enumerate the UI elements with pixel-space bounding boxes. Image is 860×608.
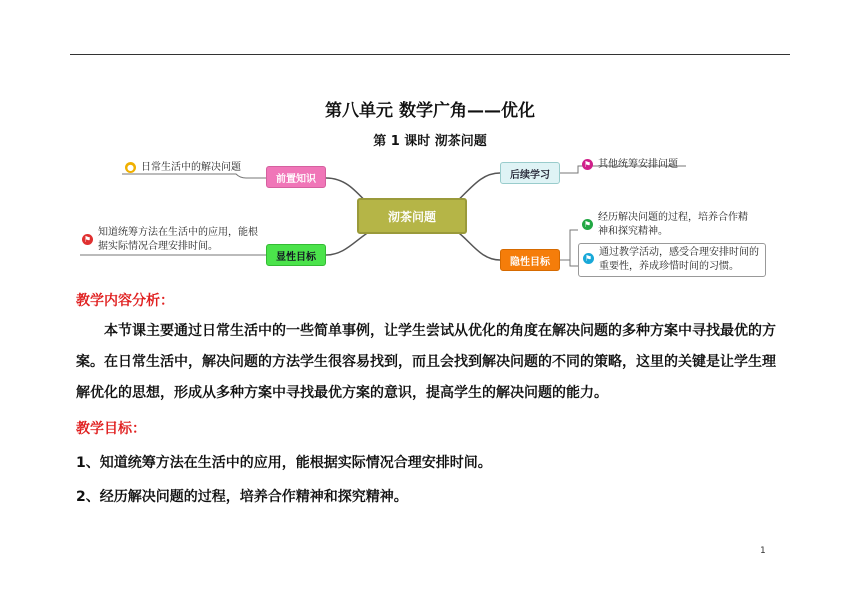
mindmap-leaf-follow-up: ⚑ 其他统筹安排问题 (583, 159, 678, 170)
flag-icon: ⚑ (584, 254, 593, 263)
lesson-subtitle: 第 1 课时 沏茶问题 (373, 134, 487, 149)
teaching-goal-item: 1、知道统筹方法在生活中的应用，能根据实际情况合理安排时间。 (76, 455, 492, 471)
mindmap-leaf-hidden-goal-1: ⚑ 经历解决问题的过程，培养合作精神和探究精神。 (583, 212, 748, 237)
teaching-goal-item: 2、经历解决问题的过程，培养合作精神和探究精神。 (76, 489, 408, 505)
mindmap-node-prerequisite: 前置知识 (266, 166, 326, 188)
connector-leaf-hidden (560, 230, 578, 266)
flag-icon: ⚑ (83, 235, 92, 244)
mindmap-node-explicit-goal: 显性目标 (266, 244, 326, 266)
page-title: 第八单元 数学广角——优化 (325, 101, 535, 121)
mindmap-leaf-explicit-goal: ⚑ 知道统筹方法在生活中的应用，能根据实际情况合理安排时间。 (83, 227, 258, 252)
flag-icon: ⚑ (583, 220, 592, 229)
page-number: 1 (760, 546, 766, 556)
mindmap-leaf-hidden-goal-2: ⚑ 通过教学活动，感受合理安排时间的重要性，养成珍惜时间的习惯。 (578, 243, 766, 277)
flag-icon: ⚑ (583, 160, 592, 169)
content-analysis-paragraph: 本节课主要通过日常生活中的一些简单事例，让学生尝试从优化的角度在解决问题的多种方案中寻找最优的方案。在日常生活中，解决问题的方法学生很容易找到，而且会找到解决问题的不同的策略，这里的关键是让学生理解优化的思想，形成从多种方案中寻找最优方案的意识，提高学生的解决问题的能力。 (76, 323, 776, 401)
mindmap-center-node: 沏茶问题 (357, 198, 467, 234)
mindmap-node-follow-up: 后续学习 (500, 162, 560, 184)
header-rule (70, 54, 790, 55)
connector-hidden (455, 230, 500, 260)
bulb-icon: ● (125, 162, 136, 173)
mindmap-leaf-prerequisite: ● 日常生活中的解决问题 (127, 162, 241, 173)
content-analysis-heading: 教学内容分析： (76, 293, 174, 309)
mindmap-node-hidden-goal: 隐性目标 (500, 249, 560, 271)
teaching-goals-heading: 教学目标： (76, 421, 146, 437)
